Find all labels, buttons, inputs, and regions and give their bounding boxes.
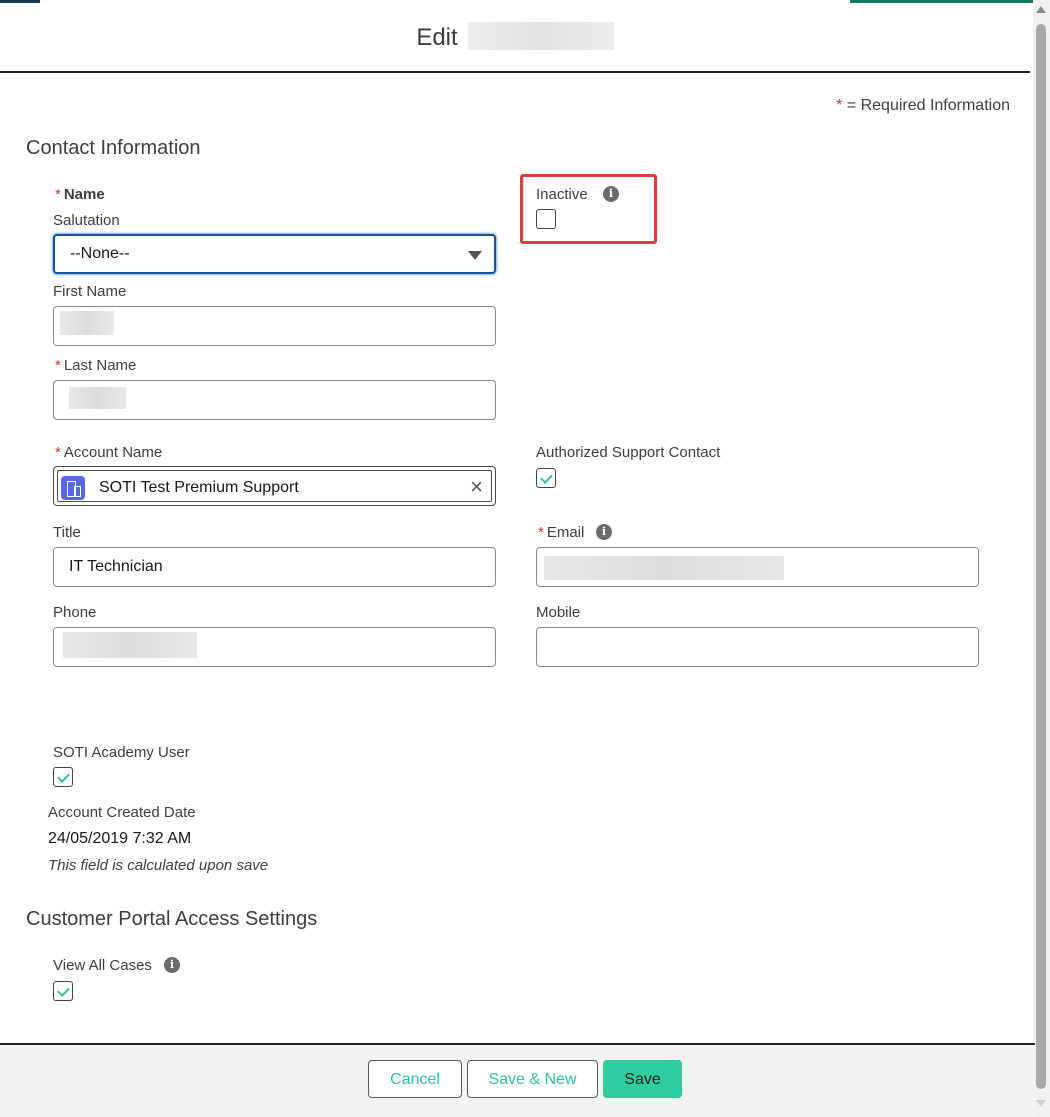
academy-user-label: SOTI Academy User: [53, 744, 190, 761]
phone-input[interactable]: [53, 627, 496, 667]
redacted-first-name: [60, 311, 114, 335]
chevron-down-icon: [468, 251, 482, 260]
created-date-value: 24/05/2019 7:32 AM: [48, 830, 192, 847]
redacted-last-name: [69, 387, 126, 409]
save-and-new-button[interactable]: Save & New: [467, 1060, 598, 1098]
created-date-help-text: This field is calculated upon save: [48, 857, 269, 874]
account-building-icon: [61, 476, 85, 500]
salutation-value: --None--: [70, 245, 130, 262]
redacted-phone: [63, 632, 197, 658]
info-icon[interactable]: i: [603, 186, 619, 202]
save-button[interactable]: Save: [603, 1060, 682, 1098]
name-group-label: * Name: [55, 186, 105, 203]
info-icon[interactable]: i: [596, 524, 612, 540]
salutation-label: Salutation: [53, 212, 120, 229]
salutation-select[interactable]: [53, 234, 496, 274]
account-name-lookup[interactable]: [53, 466, 496, 506]
academy-user-checkbox[interactable]: [53, 767, 73, 787]
required-star: *: [836, 97, 843, 114]
title-label: Title: [53, 524, 81, 541]
phone-label: Phone: [53, 604, 97, 621]
contact-info-section-title: Contact Information: [26, 137, 201, 159]
mobile-input[interactable]: [536, 627, 979, 667]
required-star: *: [55, 186, 61, 203]
authorized-support-label: Authorized Support Contact: [536, 444, 721, 461]
first-name-label: First Name: [53, 283, 127, 300]
title-value: IT Technician: [69, 558, 163, 575]
required-info-text: = Required Information: [846, 97, 1010, 114]
modal-header: [0, 0, 1030, 73]
cancel-button[interactable]: Cancel: [368, 1060, 462, 1098]
email-label: * Email: [538, 524, 585, 541]
redacted-email: [544, 556, 784, 580]
account-name-pill[interactable]: [57, 470, 492, 502]
inactive-highlight-frame: [520, 174, 657, 244]
clear-icon[interactable]: ×: [470, 474, 483, 499]
authorized-support-checkbox[interactable]: [536, 468, 556, 488]
last-name-input[interactable]: [53, 380, 496, 420]
scroll-up-arrow-icon[interactable]: [1036, 6, 1046, 13]
email-input[interactable]: [536, 547, 979, 587]
modal-title-text: Edit: [416, 24, 458, 51]
first-name-input[interactable]: [53, 306, 496, 346]
view-all-cases-checkbox[interactable]: [53, 981, 73, 1001]
mobile-label: Mobile: [536, 604, 581, 621]
created-date-label: Account Created Date: [48, 804, 196, 821]
scrollbar-thumb[interactable]: [1036, 24, 1046, 1089]
redacted-record-name: [468, 22, 614, 50]
title-input[interactable]: [53, 547, 496, 587]
info-icon[interactable]: i: [164, 957, 180, 973]
inactive-label: Inactive: [536, 186, 588, 203]
view-all-cases-label: View All Cases: [53, 957, 152, 974]
required-info-note: [836, 97, 1010, 115]
account-name-value: SOTI Test Premium Support: [99, 479, 299, 496]
last-name-label: * Last Name: [55, 357, 137, 374]
modal-title: [0, 22, 1030, 52]
portal-section-title: Customer Portal Access Settings: [26, 908, 318, 930]
scroll-down-arrow-icon[interactable]: [1036, 1100, 1046, 1107]
account-name-label: * Account Name: [55, 444, 163, 461]
